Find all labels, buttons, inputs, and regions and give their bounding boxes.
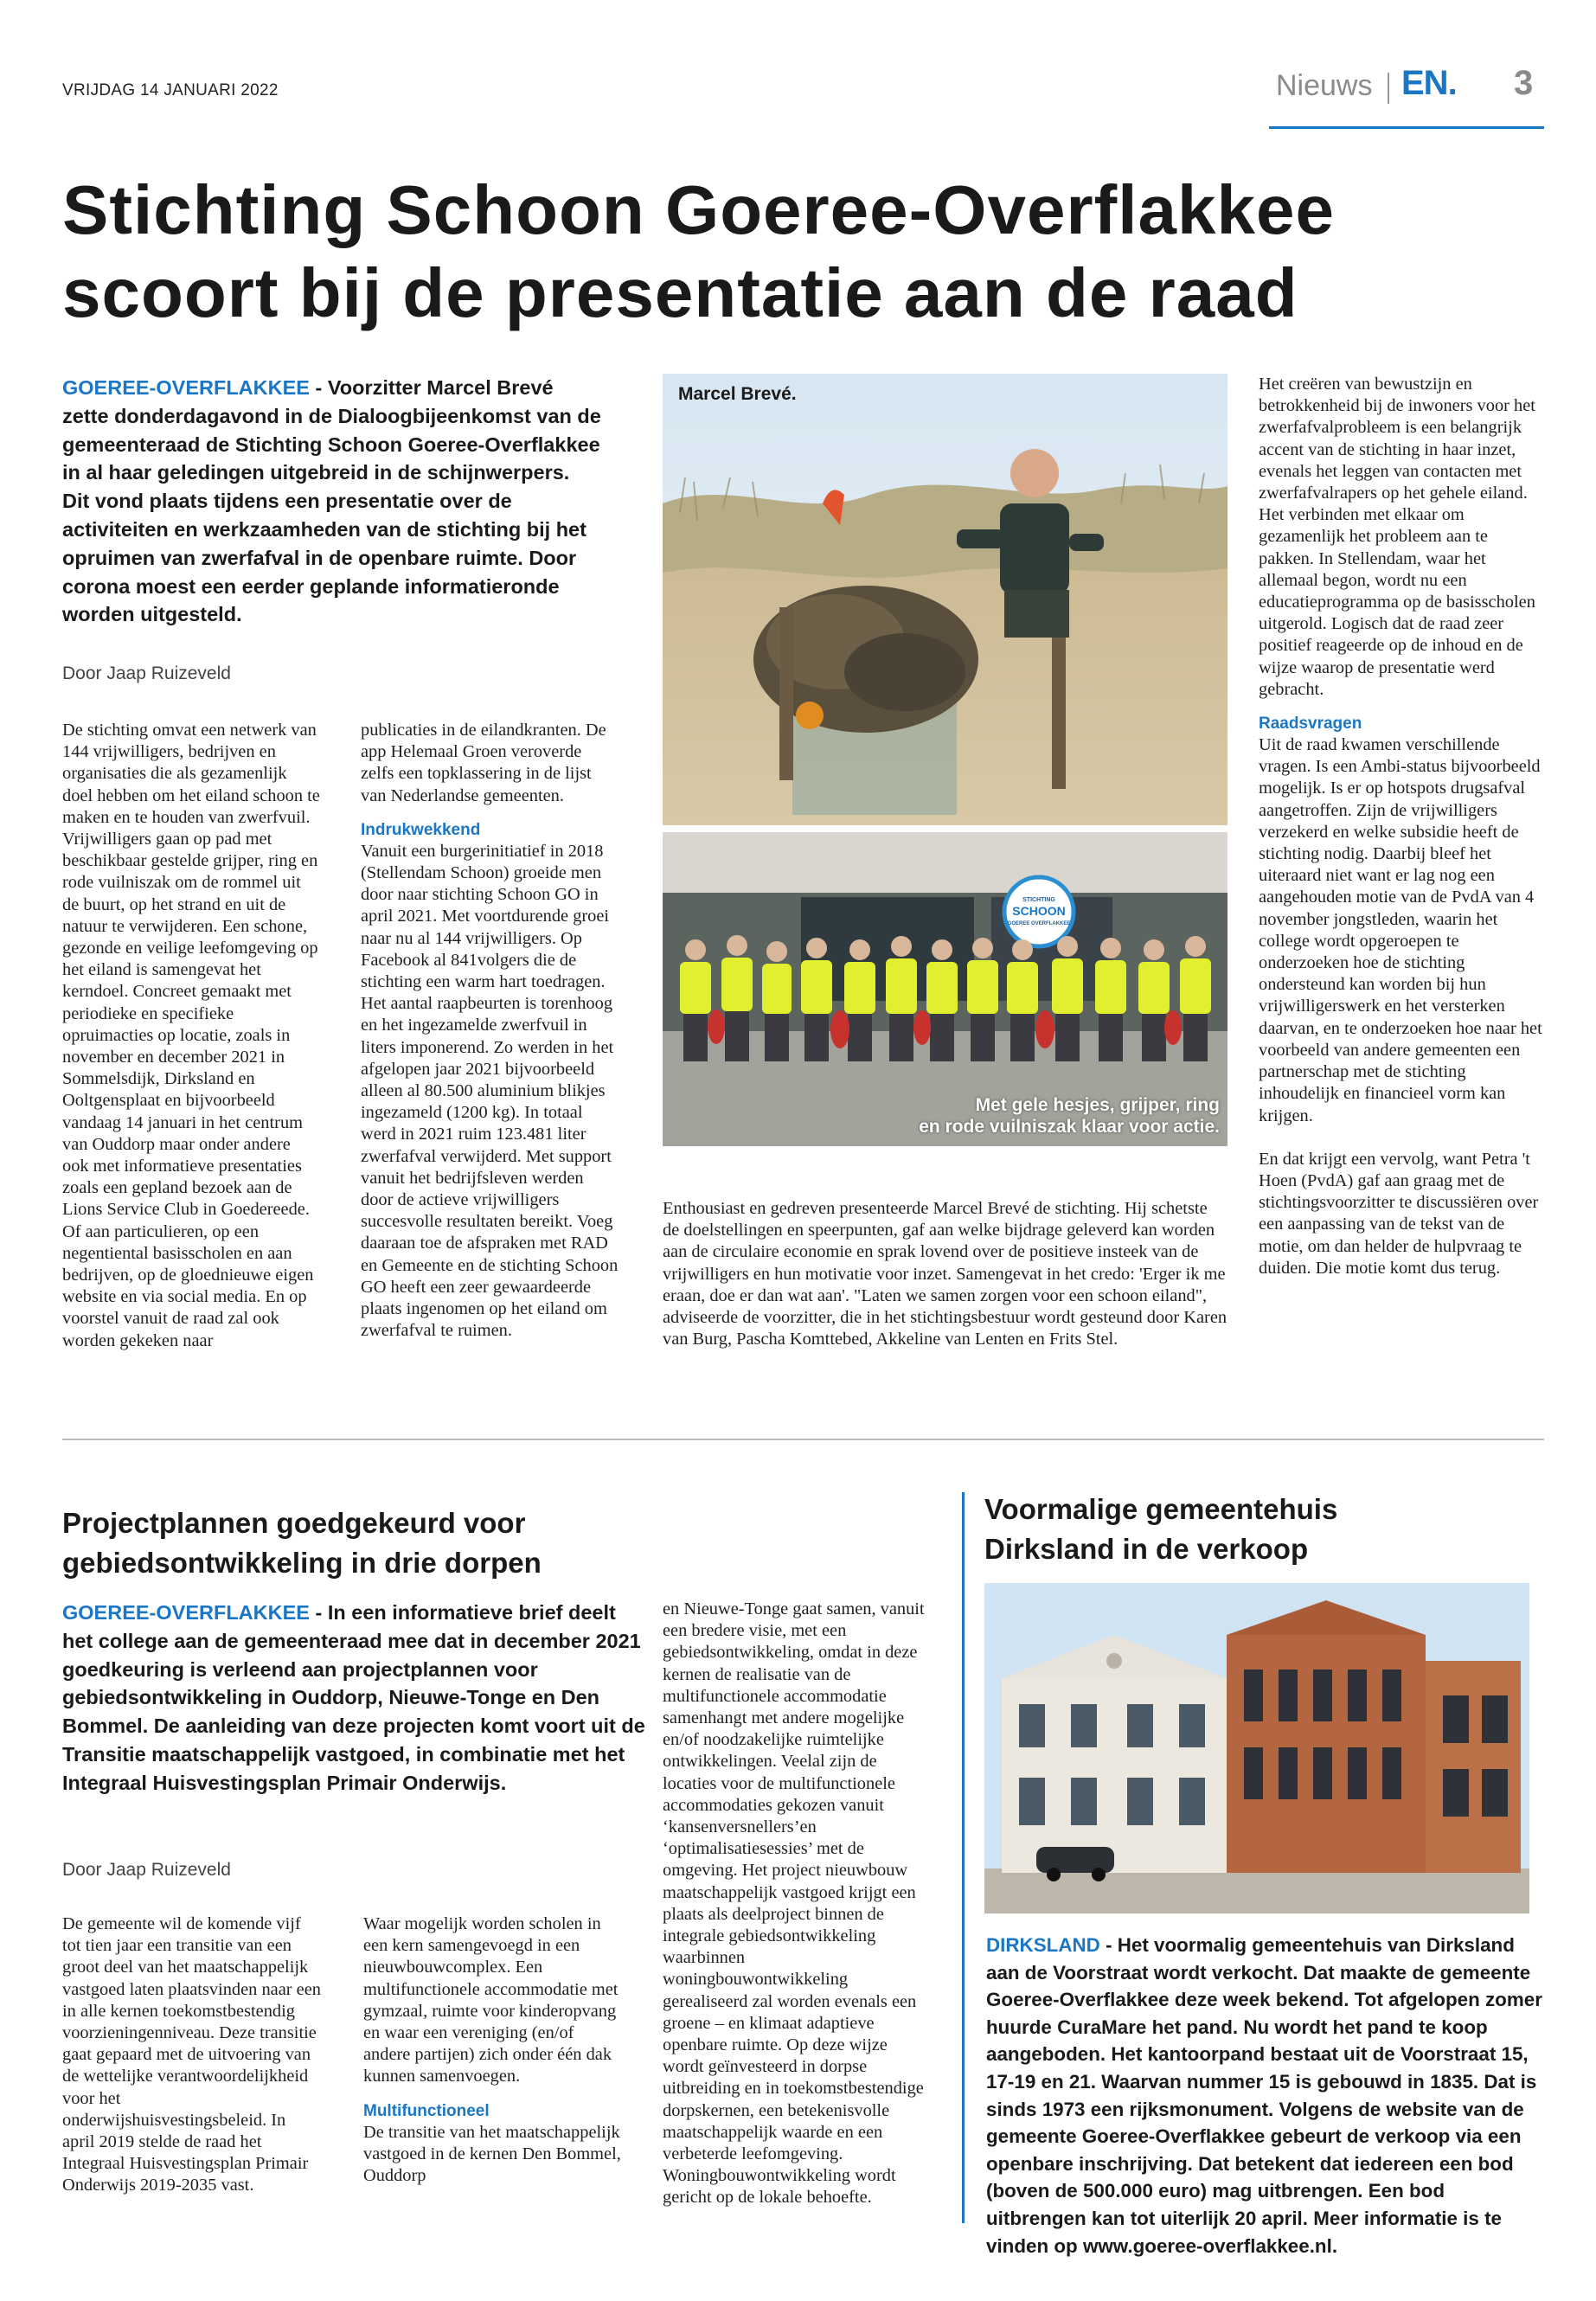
photo-gemeentehuis <box>984 1583 1529 1913</box>
article1-column-3 <box>663 1198 1227 1350</box>
sign-text-top: STICHTING <box>1022 897 1055 903</box>
article1-lead-text: - Voorzitter Marcel Brevé zette donderdagavond in de Dialoogbijeenkomst van de gemeenteraad de Stichting Schoon Goeree-Overflakkee in al haar geledingen uitgebreid in de schijnwerpers. Dit vond plaats tijdens een presentatie over de activiteiten en werkzaamheden van de stichting bij het opruimen van zwerfafval in de openbare ruimte. Door corona moest een eerder geplande informatieronde worden uitgesteld. <box>62 376 601 626</box>
issue-date: VRIJDAG 14 JANUARI 2022 <box>62 81 279 99</box>
article2-lead <box>62 1599 651 1798</box>
brand-logo[interactable]: EN. <box>1401 64 1457 102</box>
article1-column-4 <box>1259 374 1544 1279</box>
article3-headline <box>984 1490 1538 1569</box>
article1-byline: Door Jaap Ruizeveld <box>62 663 231 683</box>
section-divider <box>62 1439 1544 1440</box>
article1-headline <box>62 169 1490 335</box>
sign-text-mid: SCHOON <box>1012 904 1066 918</box>
page-number: 3 <box>1514 64 1534 102</box>
article2-kicker: GOEREE-OVERFLAKKEE <box>62 1601 310 1624</box>
photo-volunteers-caption-line1: Met gele hesjes, grijper, ring <box>975 1095 1220 1115</box>
article2-column-3 <box>663 1599 931 2209</box>
article3-headline-line1: Voormalige gemeentehuis <box>984 1493 1338 1525</box>
article2-headline <box>62 1503 625 1583</box>
header-rule <box>1269 126 1544 129</box>
article1-subhead-raadsvragen: Raadsvragen <box>1259 715 1362 734</box>
article2-col2-text-a: Waar mogelijk worden scholen in een kern samengevoegd in een nieuwbouwcomplex. Een multifunctionele accommodatie met gymzaal, ruimte voor kinderopvang en waar een vereniging (en/of andere partijen) zich onder één dak kunnen samenvoegen. <box>363 1914 619 2086</box>
article3-border <box>962 1492 965 2223</box>
article1-lead <box>62 374 602 629</box>
article2-lead-text: - In een informatieve brief deelt het college aan de gemeenteraad mee dat in december 2021 goedkeuring is verleend aan projectplannen voor gebiedsontwikkeling in Ouddorp, Nieuwe-Tonge en Den Bommel. De aanleiding van deze projecten komt voort uit de Transitie maatschappelijk vastgoed, in combinatie met het Integraal Huisvestingsplan Primair Onderwijs. <box>62 1601 645 1794</box>
article1-subhead-indrukwekkend: Indrukwekkend <box>361 820 481 839</box>
article2-headline-line1: Projectplannen goedgekeurd voor <box>62 1507 526 1539</box>
photo-volunteers-caption <box>779 1094 1220 1138</box>
article2-column-2 <box>363 1913 623 2187</box>
article1-column-2 <box>361 720 619 1342</box>
article1-col3-text: Enthousiast en gedreven presenteerde Marcel Brevé de stichting. Hij schetste de doelstellingen en speerpunten, gaf aan welke bijdrage geleverd kan worden aan de circulaire economie en sprak lovend over de positieve insteek van de vrijwilligers en hun motivatie voor inzet. Samengevat in het credo: 'Erger ik me eraan, doe er dan wat aan'. "Laten we samen zorgen voor een schoon eiland", adviseerde de voorzitter, die in het stichtingsbestuur wordt gesteund door Karen van Burg, Pascha Komttebed, Akkeline van Lenten en Frits Stel. <box>663 1199 1227 1349</box>
photo-marcel-breve <box>663 374 1227 825</box>
section-label[interactable]: Nieuws <box>1276 69 1373 102</box>
article2-byline: Door Jaap Ruizeveld <box>62 1860 231 1880</box>
article2-col2-text-b: De transitie van het maatschappelijk vastgoed in de kernen Den Bommel, Ouddorp <box>363 2122 621 2186</box>
section-separator <box>1388 73 1389 104</box>
article1-col4-text-b: Uit de raad kwamen verschillende vragen. Is een Ambi-status bijvoorbeeld mogelijk. Is er op hotspots drugsafval aangetroffen. Zijn de vrijwilligers verzekerd en welke subsidie heeft de stichting nodig. Daarbij bleef het uiteraard niet want er lag nog een aangehouden motie van de PvdA van 4 november jongstleden, waarin het college wordt opgeroepen te onderzoeken hoe de stichting ondersteund kan worden bij hun vrijwilligerswerk en het versterken daarvan, en te onderzoeken hoe naar het voorbeeld van andere gemeenten een partnerschap met de stichting inhoudelijk en financieel vorm kan krijgen. <box>1259 735 1542 1125</box>
photo-marcel-breve-caption: Marcel Brevé. <box>678 384 797 404</box>
article3-kicker: DIRKSLAND <box>986 1934 1100 1956</box>
article2-subhead-multifunctioneel: Multifunctioneel <box>363 2101 490 2120</box>
sign-text-bottom: GOEREE OVERFLAKKEE <box>1007 921 1071 926</box>
photo-gemeentehuis-image <box>984 1583 1529 1913</box>
article3-headline-line2: Dirksland in de verkoop <box>984 1533 1309 1565</box>
article2-col3-text: en Nieuwe-Tonge gaat samen, vanuit een bredere visie, met een gebiedsontwikkeling, omdat in deze kernen de realisatie van de multifunctionele accommodatie samenhangt met andere mogelijke en/of noodzakelijke ruimtelijke ontwikkelingen. Veelal zijn de locaties voor de multifunctionele accommodaties gekozen vanuit ‘kansenversnellers’en ‘optimalisatiesessies’ met de omgeving. Het project nieuwbouw maatschappelijk vastgoed krijgt een plaats als deelproject binnen de integrale gebiedsontwikkeling waarbinnen woningbouwontwikkeling gerealiseerd zal worden evenals een groene – en klimaat adaptieve openbare ruimte. Op deze wijze wordt geïnvesteerd in dorpse uitbreiding en in toekomstbestendige dorpskernen, een betekenisvolle maatschappelijk waarde en een verbeterde leefomgeving. Woningbouwontwikkeling wordt gericht op de lokale behoefte. <box>663 1599 925 2208</box>
article2-headline-line2: gebiedsontwikkeling in drie dorpen <box>62 1547 542 1579</box>
article1-column-1 <box>62 720 320 1352</box>
article1-kicker: GOEREE-OVERFLAKKEE <box>62 376 310 399</box>
article2-column-1 <box>62 1913 322 2197</box>
article3-lead <box>986 1932 1547 2259</box>
photo-volunteers-caption-line2: en rode vuilniszak klaar voor actie. <box>919 1117 1220 1137</box>
article2-col1-text: De gemeente wil de komende vijf tot tien jaar een transitie van een groot deel van het maatschappelijk vastgoed laten plaatsvinden naar een in alle kernen toekomstbestendig voorzieningenniveau. Deze transitie gaat gepaard met de uitvoering van de wettelijke verantwoordelijkheid voor het onderwijshuisvestingsbeleid. In april 2019 stelde de raad het Integraal Huisvestingsplan Primair Onderwijs 2019-2035 vast. <box>62 1914 321 2195</box>
article1-headline-line2: scoort bij de presentatie aan de raad <box>62 254 1298 331</box>
article1-col4-text-c: En dat krijgt een vervolg, want Petra 't Hoen (PvdA) gaf aan graag met de stichtingsvoorzitter te discussiëren over een aanpassing van de tekst van de motie, om dan helder de hulpvraag te duiden. Die motie komt dus terug. <box>1259 1149 1539 1278</box>
article1-col1-text: De stichting omvat een netwerk van 144 vrijwilligers, bedrijven en organisaties die als gezamenlijk doel hebben om het eiland schoon te maken en te houden van zwerfvuil. Vrijwilligers gaan op pad met beschikbaar gestelde grijper, ring en rode vuilniszak om de rommel uit de buurt, op het strand en uit de natuur te verwijderen. Een schone, gezonde en veilige leefomgeving op het eiland is samengevat het kerndoel. Concreet gemaakt met periodieke en specifieke opruimacties op locatie, zoals in november en december 2021 in Sommelsdijk, Dirksland en Ooltgensplaat en bijvoorbeeld vandaag 14 januari in het centrum van Ouddorp maar onder andere ook met informatieve presentaties zoals een gepland bezoek aan de Lions Service Club in Goedereede. Of aan particulieren, op een negentiental basisscholen en aan bedrijven, op de gloednieuwe eigen website en via social media. En op voorstel vanuit de raad zal ook worden gekeken naar <box>62 721 320 1350</box>
photo-marcel-breve-image <box>663 374 1227 825</box>
article3-lead-text: - Het voormalig gemeentehuis van Dirksland aan de Voorstraat wordt verkocht. Dat maakte de gemeente Goeree-Overflakkee deze week bekend. Tot afgelopen zomer huurde CuraMare het pand. Nu wordt het pand te koop aangeboden. Het kantoorpand bestaat uit de Voorstraat 15, 17-19 en 21. Waarvan nummer 15 is gebouwd in 1835. Dat is sinds 1973 een rijksmonument. Volgens de website van de gemeente Goeree-Overflakkee gebeurt de verkoop via een openbare inschrijving. Dat betekent dat iedereen een bod (boven de 500.000 euro) mag uitbrengen. Een bod uitbrengen kan tot uiterlijk 20 april. Meer informatie is te vinden op www.goeree-overflakkee.nl. <box>986 1934 1542 2257</box>
article1-col2-text-b: Vanuit een burgerinitiatief in 2018 (Stellendam Schoon) groeide men door naar stichting Schoon GO in april 2021. Met voortdurende groei naar nu al 144 vrijwilligers. Op Facebook al 841volgers die de stichting een warm hart toedragen. Het aantal raapbeurten is torenhoog en het ingezamelde zwerfvuil in liters imponerend. Zo werden in het afgelopen jaar 2021 bijvoorbeeld alleen al 80.500 aluminium blikjes ingezameld (1200 kg). In totaal werd in 2021 ruim 123.481 liter zwerfafval verwijderd. Met support vanuit het bedrijfsleven werden door de actieve vrijwilligers succesvolle resultaten bereikt. Voeg daaraan toe de afspraken met RAD en Gemeente en de stichting Schoon GO heeft een zeer gewaardeerde plaats ingenomen op het eiland om zwerfafval te ruimen. <box>361 841 619 1341</box>
article1-col4-text-a: Het creëren van bewustzijn en betrokkenheid bij de inwoners voor het zwerfafvalprobleem is een belangrijk accent van de stichting in haar inzet, evenals het leggen van contacten met zwerfafvalrapers op het gehele eiland. Het verbinden met elkaar om gezamenlijk het probleem aan te pakken. In Stellendam, waar het allemaal begon, wordt nu een educatieprogramma op de basisscholen uitgerold. Logisch dat de raad zeer positief reageerde op de inhoud en de wijze waarop de presentatie werd gebracht. <box>1259 375 1535 699</box>
article1-col2-text-a: publicaties in de eilandkranten. De app Helemaal Groen veroverde zelfs een topklassering in de lijst van Nederlandse gemeenten. <box>361 721 606 805</box>
article1-headline-line1: Stichting Schoon Goeree-Overflakkee <box>62 171 1335 248</box>
